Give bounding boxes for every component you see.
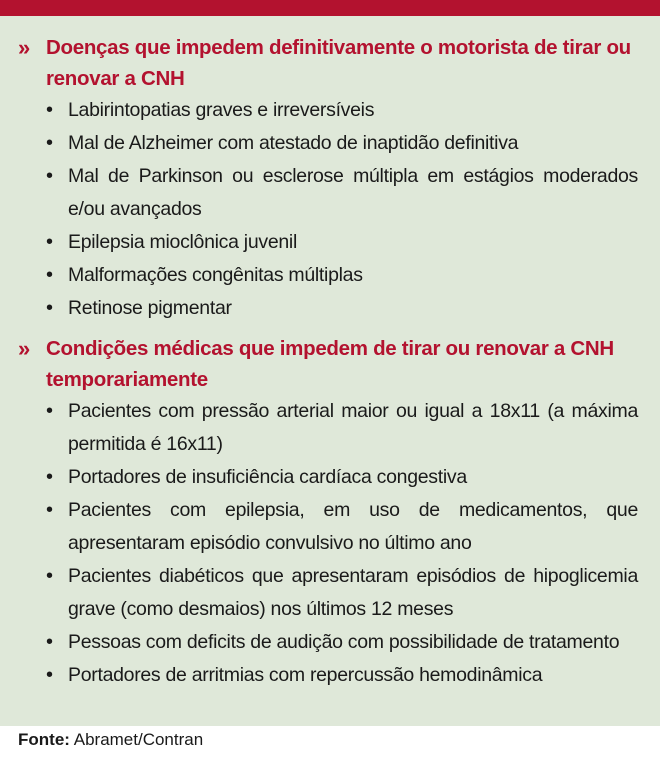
section-temporary	[18, 333, 638, 692]
bullet-icon: •	[46, 165, 53, 187]
section-heading	[18, 333, 638, 395]
list-item: • Mal de Parkinson ou esclerose múltipla em estágios moderados e/ou avançados	[46, 160, 638, 226]
info-box	[0, 16, 660, 726]
condition-list	[18, 94, 638, 325]
top-accent-bar	[0, 0, 660, 16]
list-item: • Labirintopatias graves e irreversíveis	[46, 94, 638, 127]
section-heading-text: Doenças que impedem definitivamente o motorista de tirar ou renovar a CNH	[46, 36, 631, 90]
section-heading	[18, 32, 638, 94]
bullet-icon: •	[46, 466, 53, 488]
bullet-icon: •	[46, 631, 53, 653]
bullet-icon: •	[46, 664, 53, 686]
bullet-icon: •	[46, 565, 53, 587]
list-item: • Portadores de insuficiência cardíaca congestiva	[46, 461, 638, 494]
bullet-icon: •	[46, 231, 53, 253]
list-item: • Malformações congênitas múltiplas	[46, 259, 638, 292]
source-credit	[18, 728, 203, 752]
list-item: • Portadores de arritmias com repercussão hemodinâmica	[46, 659, 638, 692]
bullet-icon: •	[46, 400, 53, 422]
list-item: • Pacientes com epilepsia, em uso de medicamentos, que apresentaram episódio convulsivo no último ano	[46, 494, 638, 560]
condition-list	[18, 395, 638, 692]
source-text: Abramet/Contran	[73, 730, 204, 749]
source-label: Fonte:	[18, 730, 70, 749]
bullet-icon: •	[46, 297, 53, 319]
double-chevron-icon: »	[18, 336, 30, 361]
bullet-icon: •	[46, 99, 53, 121]
section-heading-text: Condições médicas que impedem de tirar ou renovar a CNH temporariamente	[46, 337, 614, 391]
double-chevron-icon: »	[18, 35, 30, 60]
list-item: • Pacientes diabéticos que apresentaram episódios de hipoglicemia grave (como desmaios) nos últimos 12 meses	[46, 560, 638, 626]
section-permanent	[18, 32, 638, 325]
list-item: • Mal de Alzheimer com atestado de inaptidão definitiva	[46, 127, 638, 160]
list-item: • Pessoas com deficits de audição com possibilidade de tratamento	[46, 626, 638, 659]
list-item: • Pacientes com pressão arterial maior ou igual a 18x11 (a máxima permitida é 16x11)	[46, 395, 638, 461]
bullet-icon: •	[46, 264, 53, 286]
bullet-icon: •	[46, 499, 53, 521]
list-item: • Epilepsia mioclônica juvenil	[46, 226, 638, 259]
list-item: • Retinose pigmentar	[46, 292, 638, 325]
bullet-icon: •	[46, 132, 53, 154]
